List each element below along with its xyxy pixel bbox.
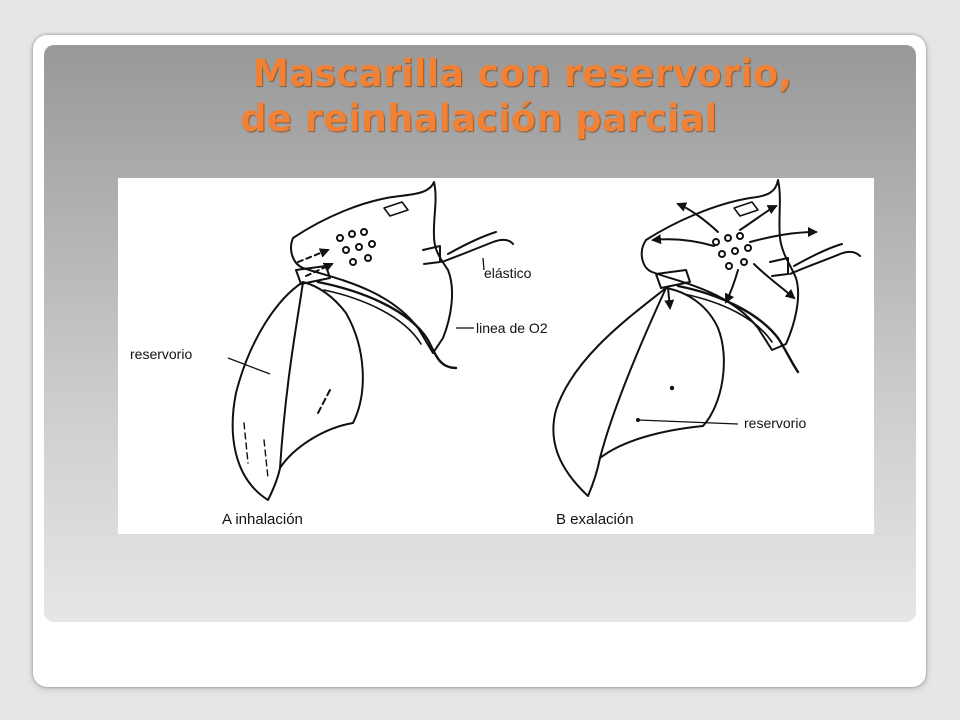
label-reservorio-right: reservorio xyxy=(744,415,807,431)
mask-inhalation-drawing xyxy=(233,182,513,500)
slide-title xyxy=(240,51,880,141)
mask-exhalation-drawing xyxy=(553,180,860,496)
label-elastico: elástico xyxy=(484,265,532,281)
caption-exalacion: B exalación xyxy=(556,511,634,528)
label-linea-o2: linea de O2 xyxy=(476,320,548,336)
title-line-1: Mascarilla con reservorio, xyxy=(252,52,793,95)
caption-inhalacion: A inhalación xyxy=(222,511,303,528)
mask-diagram-figure xyxy=(118,178,874,534)
leader-reservorio-right xyxy=(638,420,738,424)
leader-reservorio-left xyxy=(228,358,270,374)
title-line-2: de reinhalación parcial xyxy=(240,97,718,140)
label-reservorio-left: reservorio xyxy=(130,346,193,362)
leader-dot-right xyxy=(636,418,640,422)
mask-diagram-svg xyxy=(118,178,874,534)
